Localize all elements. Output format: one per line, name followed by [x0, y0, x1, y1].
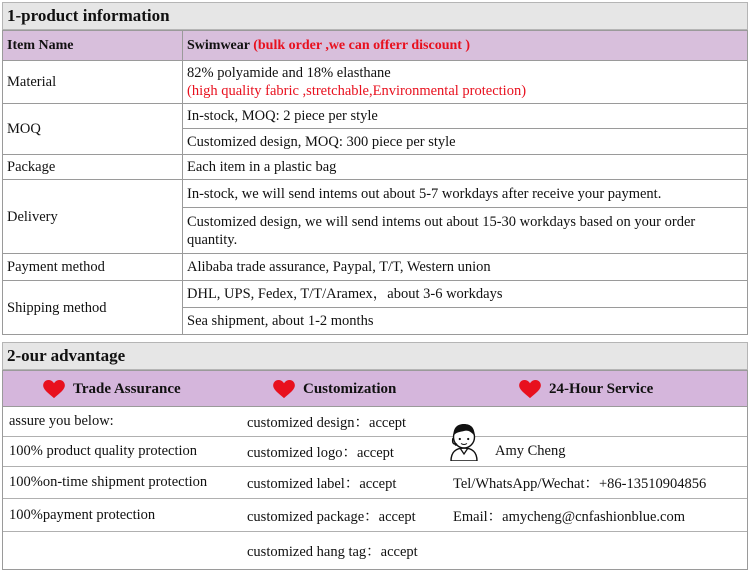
section-title-our-advantage: 2-our advantage [2, 342, 748, 370]
customization-item: customized design：accept [247, 415, 407, 431]
contact-name: Amy Cheng [495, 443, 566, 459]
item-name-label: Item Name [3, 31, 183, 61]
advantage-row [3, 467, 747, 499]
moq-instock: In-stock, MOQ: 2 piece per style [183, 104, 748, 129]
material-label: Material [3, 61, 183, 104]
shipping-sea: Sea shipment, about 1-2 months [183, 308, 748, 335]
column-trade-assurance: Trade Assurance [43, 371, 181, 407]
table-row-material [3, 61, 748, 104]
payment-value: Alibaba trade assurance, Paypal, T/T, Western union [183, 254, 748, 281]
package-label: Package [3, 155, 183, 180]
section-title-product-information: 1-product information [2, 2, 748, 30]
table-row-moq [3, 104, 748, 129]
material-value: 82% polyamide and 18% elasthane (high quality fabric ,stretchable,Environmental protection) [183, 61, 748, 104]
customization-item: customized package：accept [247, 508, 416, 525]
moq-customized: Customized design, MOQ: 300 piece per style [183, 129, 748, 155]
support-agent-icon [446, 421, 482, 461]
heart-icon [273, 380, 295, 399]
moq-label: MOQ [3, 104, 183, 155]
customization-item: customized logo：accept [247, 445, 394, 461]
advantage-panel [2, 370, 748, 570]
trade-assurance-item: 100%on-time shipment protection [9, 474, 208, 490]
material-note: (high quality fabric ,stretchable,Environmental protection) [187, 83, 527, 99]
trade-assurance-item: assure you below: [9, 413, 114, 429]
advantage-row [3, 437, 747, 467]
delivery-customized: Customized design, we will send intems out about 15-30 workdays based on your order quantity. [183, 208, 748, 254]
column-24-hour-service: 24-Hour Service [519, 371, 653, 407]
table-row-payment [3, 254, 748, 281]
shipping-express: DHL, UPS, Fedex, T/T/Aramex，about 3-6 workdays [183, 281, 748, 308]
delivery-instock: In-stock, we will send intems out about 5-7 workdays after receive your payment. [183, 180, 748, 208]
payment-label: Payment method [3, 254, 183, 281]
item-name-value: Swimwear (bulk order ,we can offerr discount ) [183, 31, 748, 61]
discount-note: (bulk order ,we can offerr discount ) [249, 37, 471, 53]
heart-icon [519, 380, 541, 399]
table-row-package [3, 155, 748, 180]
customization-item: customized hang tag：accept [247, 544, 418, 560]
advantage-header [3, 371, 747, 407]
table-row-delivery [3, 180, 748, 208]
column-customization: Customization [273, 371, 396, 407]
trade-assurance-item: 100% product quality protection [9, 443, 198, 459]
table-row-shipping [3, 281, 748, 308]
package-value: Each item in a plastic bag [183, 155, 748, 180]
contact-phone: Tel/WhatsApp/Wechat：+86-13510904856 [453, 476, 707, 492]
advantage-row [3, 407, 747, 437]
contact-email: Email：amycheng@cnfashionblue.com [453, 508, 685, 525]
trade-assurance-item: 100%payment protection [9, 506, 156, 523]
delivery-label: Delivery [3, 180, 183, 254]
shipping-label: Shipping method [3, 281, 183, 335]
advantage-row [3, 499, 747, 532]
advantage-row [3, 532, 747, 569]
customization-item: customized label：accept [247, 476, 397, 492]
product-info-table [2, 30, 748, 335]
heart-icon [43, 380, 65, 399]
table-header-row [3, 31, 748, 61]
